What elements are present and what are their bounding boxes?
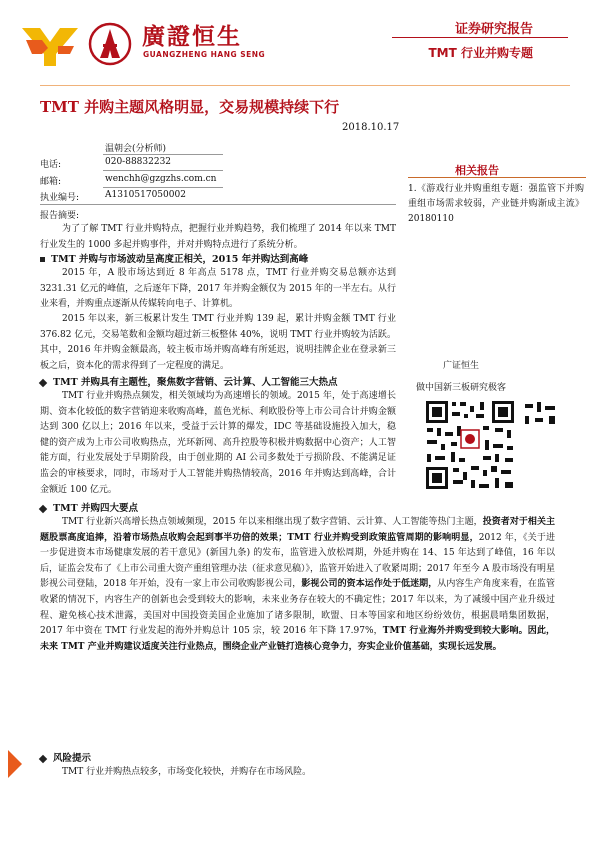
- analyst-block-divider: [40, 204, 396, 205]
- section-heading: [40, 374, 337, 388]
- report-topic: TMT 行业并购专题: [428, 46, 533, 60]
- section-heading-text: TMT 并购与市场波动呈高度正相关，2015 年并购达到高峰: [51, 254, 309, 265]
- bold-text-run: TMT 行业海外并购受到较大影响。因此，未来 TMT 产业并购建议适度关注行业热点，围绕企业产业链打造核心竞争力，夯实企业价值基础，实现长远发展。: [40, 626, 555, 652]
- paragraph: 2015 年以来，新三板累计发生 TMT 行业并购 139 起，累计并购金额 TMT 行业 376.82 亿元，交易笔数和金额均超过新三板整体 40%，说明 TMT 行业并购较为活跃。其中，2016 年并购金额最高，较主板市场并购高峰有所延迟，说明挂牌企业在登录新三板之后，资本化的需求得到了一定程度的满足。: [40, 314, 396, 371]
- related-report-link[interactable]: 1.《游戏行业并购重组专题：强监管下并购重组市场需求较弱，产业链并购渐成主流》20180110: [408, 184, 584, 224]
- cert-label: 执业编号:: [40, 193, 80, 203]
- email-label: 邮箱:: [40, 177, 62, 187]
- text-run: TMT 行业新兴高增长热点领域频现，2015 年以来相继出现了数字营销、云计算、人工智能等热门主题，: [62, 517, 483, 527]
- header-divider: [392, 37, 568, 38]
- bullet-diamond-icon: [39, 504, 47, 512]
- paragraph: TMT 行业并购热点频发，相关领域均为高速增长的领域。2015 年，处于高速增长期、资本化较低的数字营销迎来收购高峰，蓝色光标、利欧股份等上市公司合计并购金额达到 300 亿以上；2016 年以来，受益于云计算的爆发，IDC 等基础设施投入加大，稳健的资产成为上市公司收购热点，光环新网、高升控股等积极并购数据中心资产；人工智能方面，行业发展处于早期阶段，由于创业期的 AI 公司多数处于亏损阶段、不能满足证监会的审核要求，同时，市场对于人工智能并购热情较高，2016 年并购达到高峰，合计金额近 100 亿元。: [40, 391, 396, 495]
- bullet-square-icon: [40, 257, 45, 262]
- wechat-qr-code[interactable]: [425, 400, 565, 490]
- company-logo-y: [22, 24, 80, 68]
- report-date: 2018.10.17: [342, 122, 400, 133]
- sidebar-brand: 广证恒生: [443, 361, 480, 371]
- bold-text-run: 影视公司的资本运作处于低迷期，: [301, 579, 438, 590]
- summary-intro: 为了了解 TMT 行业并购特点，把握行业并购趋势，我们梳理了 2014 年以来 TMT 行业发生的 1000 多起并购事件，并对并购特点进行了系统分析。: [40, 224, 396, 250]
- report-title: TMT 并购主题风格明显，交易规模持续下行: [40, 98, 340, 116]
- risk-heading: [40, 750, 91, 764]
- company-logo-tower: [88, 22, 132, 66]
- section-heading-text: TMT 并购四大要点: [53, 503, 138, 514]
- text-run: 从内容生产角度来看，在监管收紧的情况下，内容生产的创新也会受到较大的影响，未来业务存在较大的不确定性；2017 年以来，为了减缓中国产业升级过程、避免核心技术泄露，美国对中国投资美国企业施加了诸多限制，欧盟、日本等国家和地区纷纷效仿，根据晨哨集团数据，2017 年中资在 TMT 行业发起的海外并购总计 105 宗，较 2016 年下降 17.97%，: [40, 579, 555, 637]
- related-reports-title: 相关报告: [455, 164, 499, 177]
- analyst-divider: [103, 170, 223, 171]
- analyst-divider: [103, 154, 223, 155]
- brand-name-english: GUANGZHENG HANG SENG: [143, 50, 266, 59]
- text-run: 2012 年，《关于进一步促进资本市场健康发展的若干意见》(新国九条) 的发布，监管进入放松周期，外延并购在 14、15 年达到了峰值，16 年以后，证监会发布了《上市公司重大资产重组管理办法（征求意见稿）》，监管开始进入了收紧周期；2017 年至今 A 股市场没有明星影视公司登陆，2018 年开始，没有一家上市公司收购影视公司，: [40, 532, 556, 590]
- analyst-phone: 020-88832232: [105, 157, 172, 167]
- bold-text-run: 投资者对于相关主题股票高度追捧，沿着市场热点收购会起到事半功倍的效果；TMT 行业并购受到政策监管周期的影响明显，: [40, 517, 555, 543]
- analyst-cert-number: A1310517050002: [105, 190, 186, 200]
- risk-text: TMT 行业并购热点较多，市场变化较快，并购存在市场风险。: [62, 767, 312, 777]
- analyst-name: 温朝会(分析师): [105, 144, 167, 154]
- section-heading: [40, 500, 138, 514]
- risk-heading-text: 风险提示: [53, 753, 92, 764]
- analyst-email: wenchh@gzgzhs.com.cn: [105, 174, 217, 184]
- report-type: 证券研究报告: [454, 22, 533, 37]
- page-corner-marker: [8, 750, 22, 790]
- related-reports-divider: [408, 177, 586, 178]
- wechat-slogan: 做中国新三板研究极客: [416, 383, 507, 393]
- section-heading-text: TMT 并购具有主题性，聚焦数字营销、云计算、人工智能三大热点: [53, 377, 338, 388]
- header-rule: [40, 85, 570, 86]
- bullet-diamond-icon: [39, 754, 47, 762]
- brand-name-chinese: 廣證恒生: [142, 24, 242, 50]
- analyst-divider: [103, 187, 223, 188]
- paragraph: 2015 年，A 股市场达到近 8 年高点 5178 点，TMT 行业并购交易总额亦达到 3231.31 亿元的峰值，之后逐年下降，2017 年并购金额仅为 2015 年的一半左右。从行业来看，并购重点逐渐从传媒转向电子、计算机。: [40, 268, 396, 310]
- paragraph: [40, 515, 555, 655]
- bullet-diamond-icon: [39, 378, 47, 386]
- section-heading: [40, 251, 308, 265]
- phone-label: 电话:: [40, 160, 62, 170]
- summary-label: 报告摘要:: [40, 211, 80, 221]
